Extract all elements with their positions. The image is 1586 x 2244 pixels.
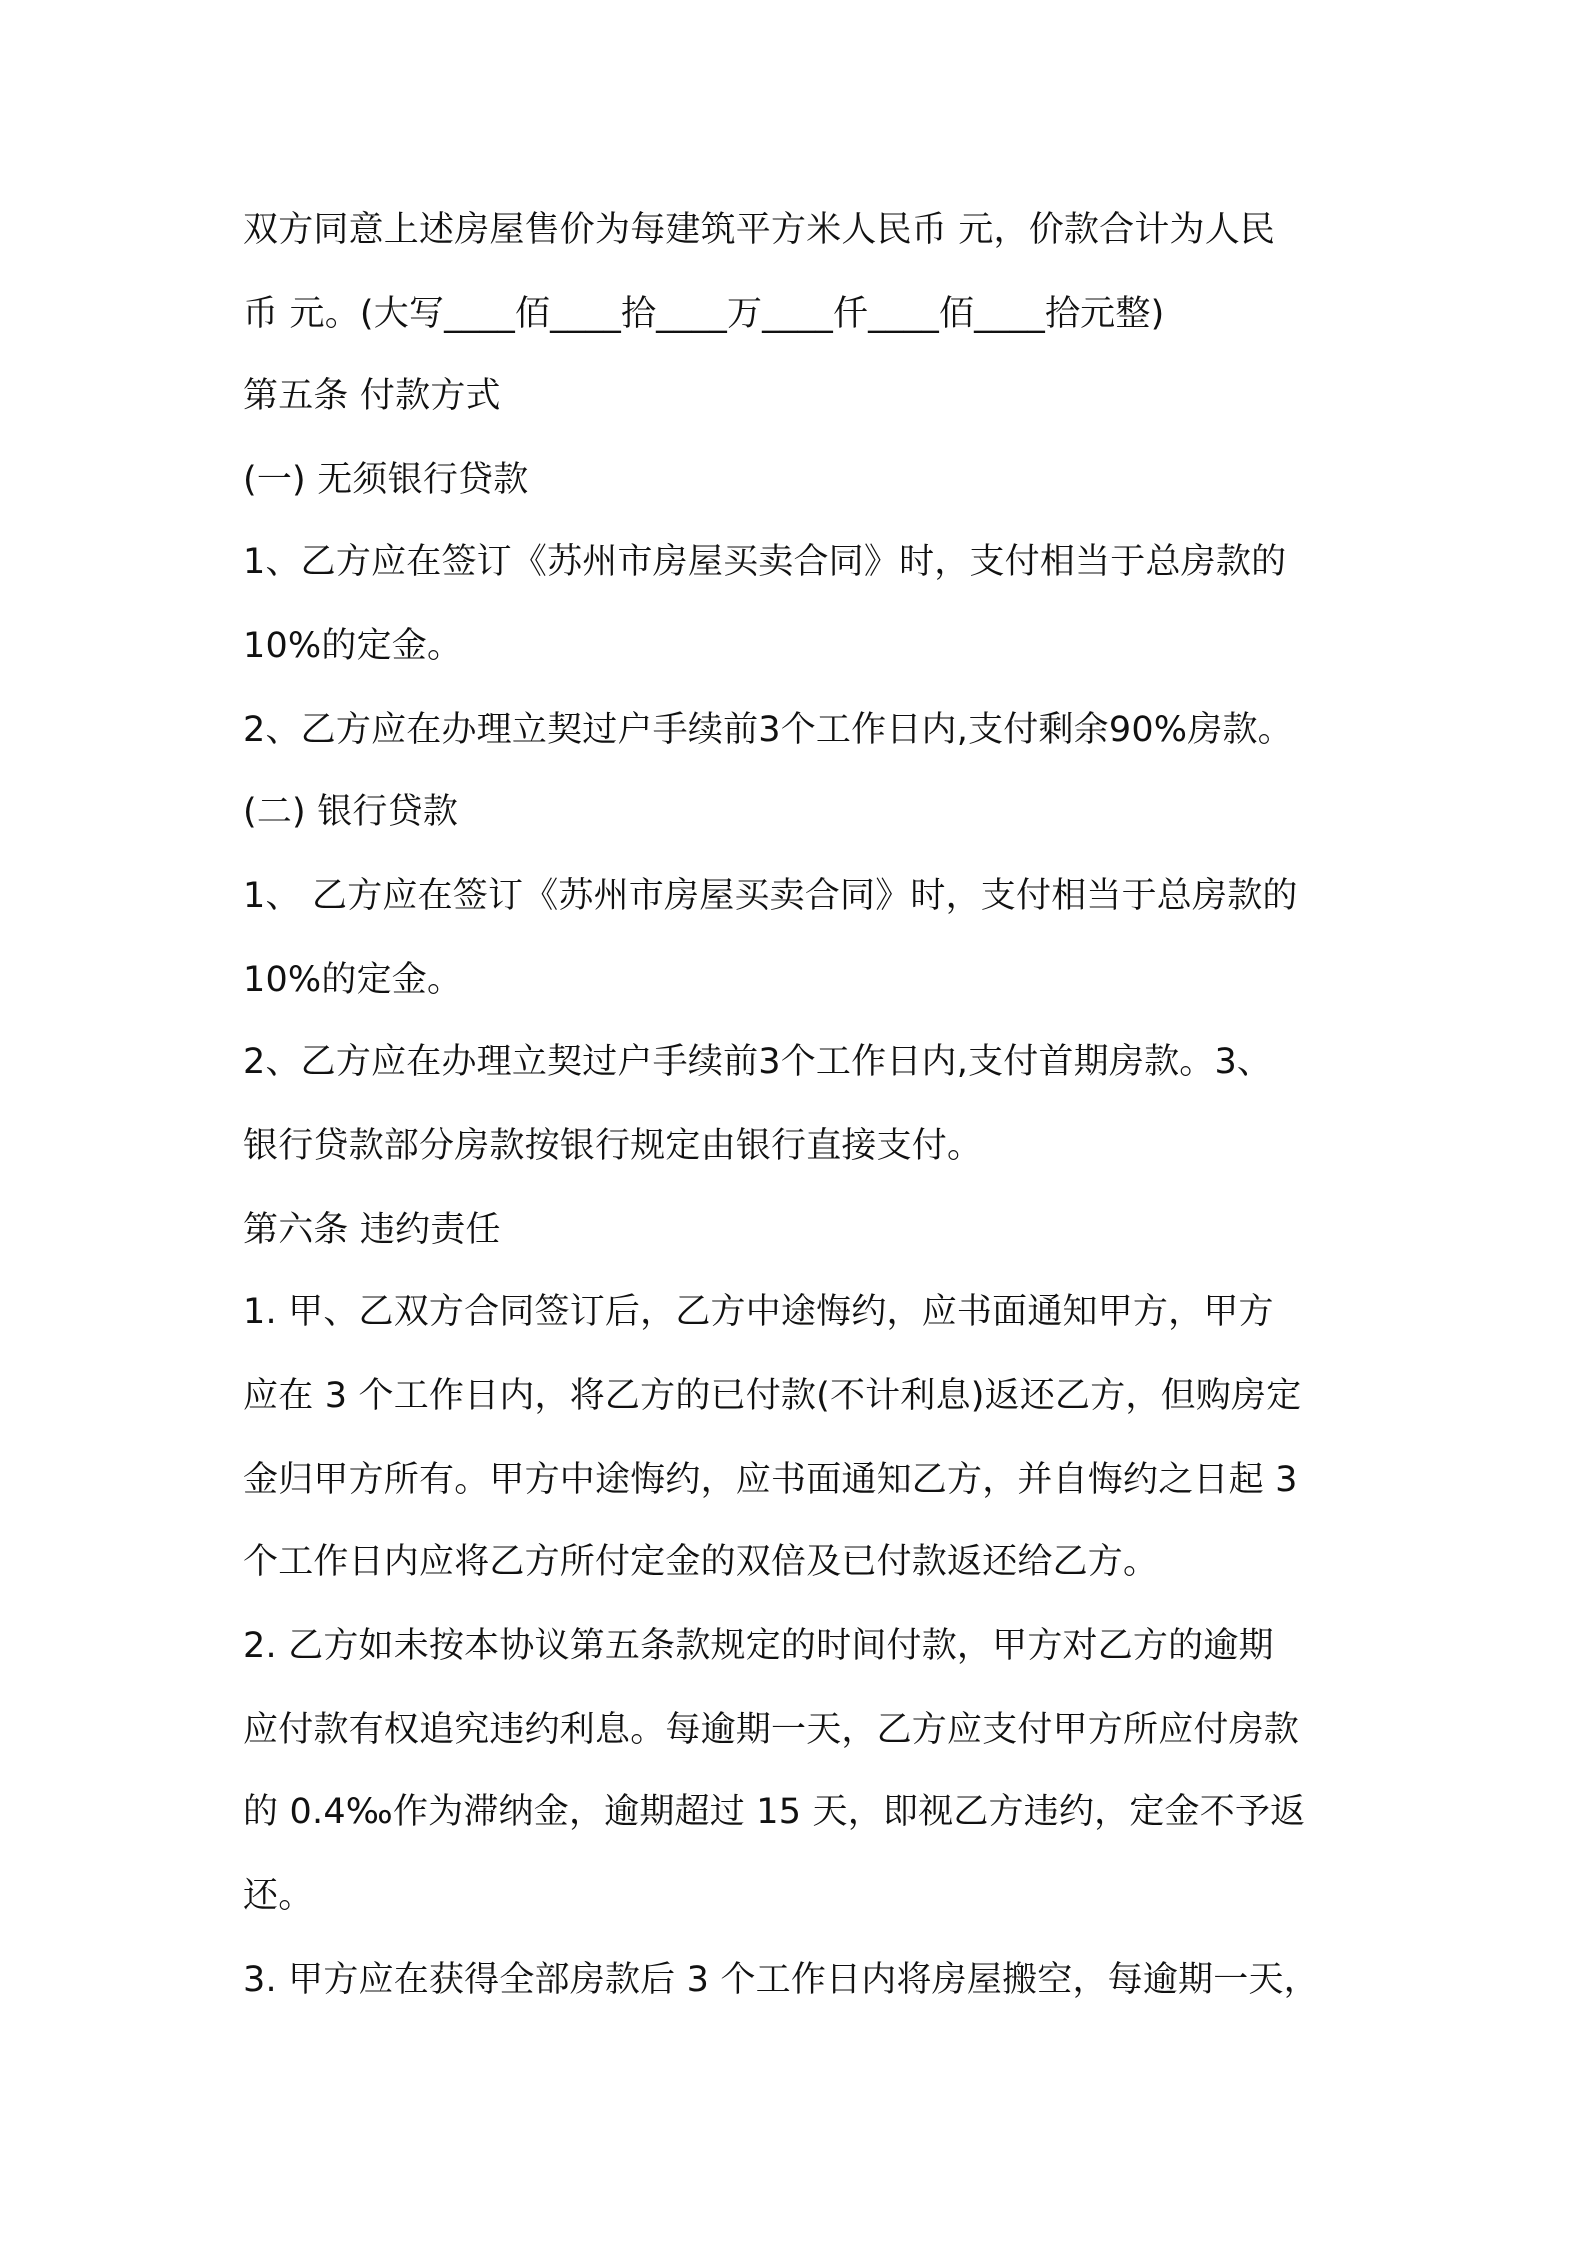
text-line: 1. 甲、乙双方合同签订后，乙方中途悔约，应书面通知甲方，甲方 bbox=[243, 1292, 1274, 1332]
section-heading: 第六条 违约责任 bbox=[243, 1210, 501, 1250]
text-line: 1、 乙方应在签订《苏州市房屋买卖合同》时，支付相当于总房款的 bbox=[243, 876, 1298, 916]
text-line: 银行贷款部分房款按银行规定由银行直接支付。 bbox=[243, 1126, 983, 1166]
text-line: 的 0.4‰作为滞纳金，逾期超过 15 天，即视乙方违约，定金不予返 bbox=[243, 1792, 1306, 1832]
text-line: 2、乙方应在办理立契过户手续前3个工作日内,支付剩余90%房款。 bbox=[243, 710, 1293, 750]
text-line: 10%的定金。 bbox=[243, 626, 463, 666]
text-line: 10%的定金。 bbox=[243, 960, 463, 1000]
text-line: 币 元。(大写____佰____拾____万____仟____佰____拾元整) bbox=[243, 294, 1165, 334]
text-line: 3. 甲方应在获得全部房款后 3 个工作日内将房屋搬空，每逾期一天， bbox=[243, 1960, 1319, 2000]
text-line: 1、乙方应在签订《苏州市房屋买卖合同》时，支付相当于总房款的 bbox=[243, 542, 1287, 582]
section-heading: 第五条 付款方式 bbox=[243, 376, 501, 416]
text-line: 应付款有权追究违约利息。每逾期一天，乙方应支付甲方所应付房款 bbox=[243, 1710, 1300, 1750]
text-line: 2、乙方应在办理立契过户手续前3个工作日内,支付首期房款。3、 bbox=[243, 1042, 1273, 1082]
text-line: 还。 bbox=[243, 1876, 314, 1916]
text-line: 双方同意上述房屋售价为每建筑平方米人民币 元，价款合计为人民 bbox=[243, 210, 1276, 250]
text-line: 个工作日内应将乙方所付定金的双倍及已付款返还给乙方。 bbox=[243, 1542, 1159, 1582]
text-line: 2. 乙方如未按本协议第五条款规定的时间付款，甲方对乙方的逾期 bbox=[243, 1626, 1274, 1666]
subsection-heading: (一) 无须银行贷款 bbox=[243, 460, 529, 500]
subsection-heading: (二) 银行贷款 bbox=[243, 792, 459, 832]
text-line: 应在 3 个工作日内，将乙方的已付款(不计利息)返还乙方，但购房定 bbox=[243, 1376, 1302, 1416]
text-line: 金归甲方所有。甲方中途悔约，应书面通知乙方，并自悔约之日起 3 bbox=[243, 1460, 1298, 1500]
